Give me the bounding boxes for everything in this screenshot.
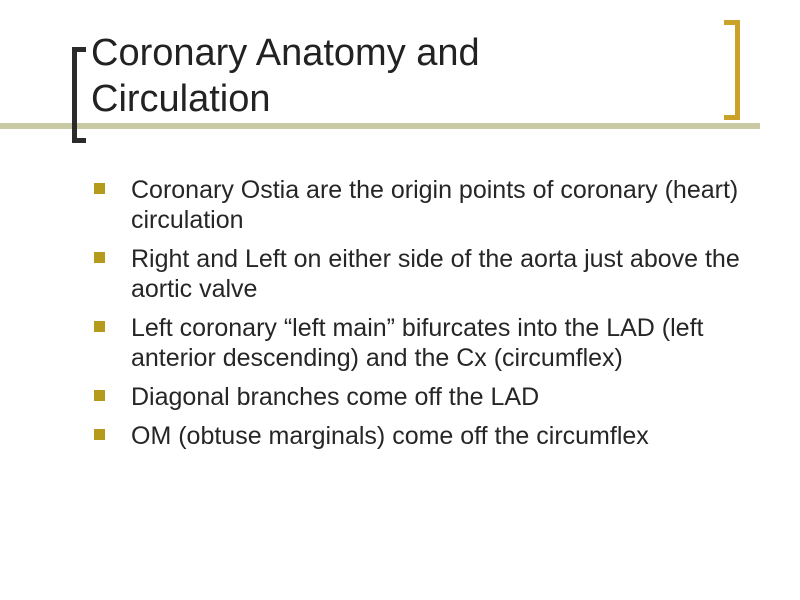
bullet-item [94,313,764,373]
bullet-text: Left coronary “left main” bifurcates into the LAD (left anterior descending) and the Cx (circumflex) [131,314,704,372]
square-bullet-icon [94,429,105,440]
slide-title [91,30,691,122]
square-bullet-icon [94,183,105,194]
bullet-text: Coronary Ostia are the origin points of coronary (heart) circulation [131,176,739,234]
square-bullet-icon [94,321,105,332]
square-bullet-icon [94,252,105,263]
bullet-item [94,244,764,304]
bullet-text: Right and Left on either side of the aorta just above the aortic valve [131,245,740,303]
bullet-text: Diagonal branches come off the LAD [131,383,540,411]
slide-title-line-2: Circulation [91,78,271,120]
left-bracket-decoration [72,47,86,143]
bullet-item [94,421,764,451]
square-bullet-icon [94,390,105,401]
bullet-item [94,175,764,235]
bullet-text: OM (obtuse marginals) come off the circumflex [131,422,649,450]
bullet-item [94,382,764,412]
bullet-list [94,175,764,460]
slide-title-line-1: Coronary Anatomy and [91,32,480,74]
title-underline-rule [0,123,760,129]
right-bracket-decoration [724,20,740,120]
